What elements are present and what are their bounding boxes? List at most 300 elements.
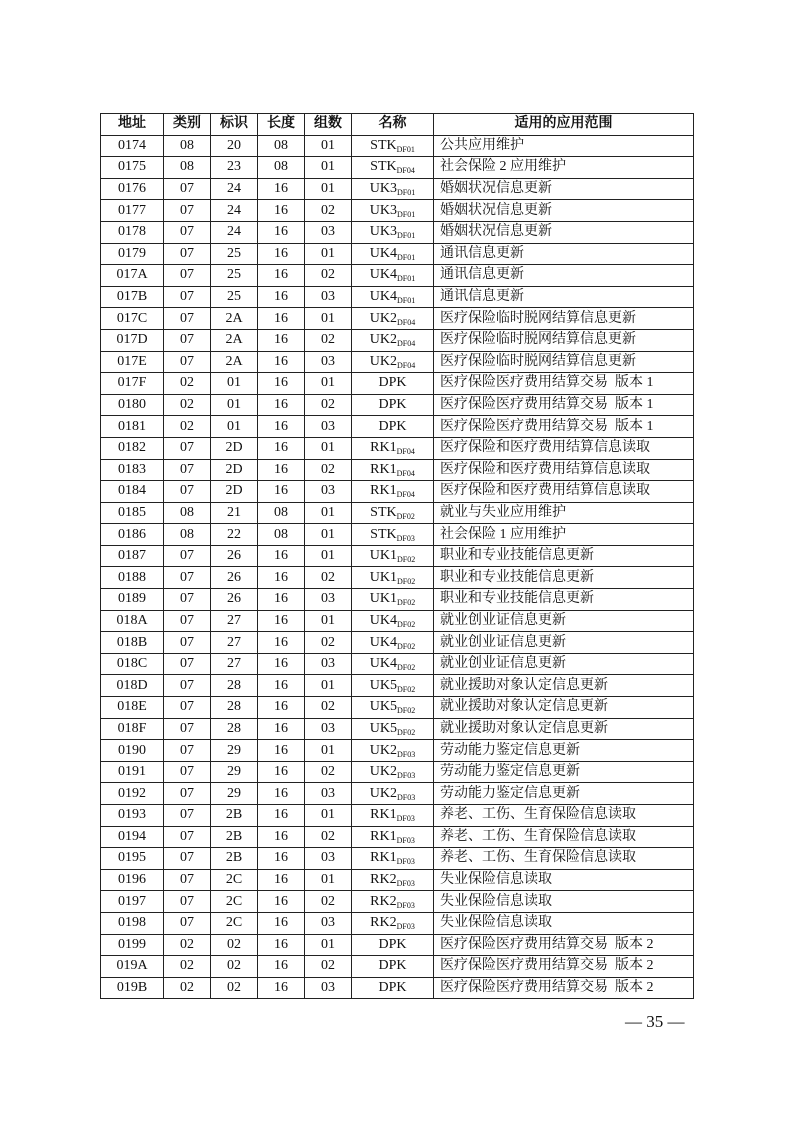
cell-type: 08	[164, 135, 211, 157]
table-row	[101, 740, 694, 762]
cell-scope: 通讯信息更新	[434, 243, 694, 265]
cell-type: 07	[164, 437, 211, 459]
cell-length: 16	[258, 675, 305, 697]
cell-address: 019A	[101, 956, 164, 978]
key-name-subscript: DF03	[396, 814, 415, 824]
cell-name	[352, 912, 434, 934]
key-name: UK1	[369, 548, 397, 564]
key-name-subscript: DF04	[397, 339, 416, 349]
cell-group-count: 03	[305, 718, 352, 740]
cell-scope: 养老、工伤、生育保险信息读取	[434, 848, 694, 870]
cell-group-count: 02	[305, 459, 352, 481]
key-name: UK2	[369, 353, 397, 369]
cell-name	[352, 545, 434, 567]
cell-address: 018E	[101, 697, 164, 719]
cell-address: 018C	[101, 653, 164, 675]
cell-address: 0177	[101, 200, 164, 222]
cell-length: 16	[258, 308, 305, 330]
cell-type: 07	[164, 869, 211, 891]
cell-group-count: 03	[305, 912, 352, 934]
cell-scope: 医疗保险医疗费用结算交易 版本 1	[434, 416, 694, 438]
table-row	[101, 351, 694, 373]
table-row	[101, 977, 694, 999]
cell-name	[352, 221, 434, 243]
key-name-subscript: DF02	[397, 598, 416, 608]
cell-length: 16	[258, 869, 305, 891]
cell-identifier: 01	[211, 394, 258, 416]
cell-group-count: 02	[305, 826, 352, 848]
cell-type: 07	[164, 481, 211, 503]
cell-name	[352, 178, 434, 200]
cell-identifier: 29	[211, 783, 258, 805]
cell-name	[352, 761, 434, 783]
cell-name	[352, 891, 434, 913]
cell-group-count: 03	[305, 221, 352, 243]
table-row	[101, 437, 694, 459]
cell-type: 02	[164, 394, 211, 416]
table-row	[101, 524, 694, 546]
cell-length: 16	[258, 697, 305, 719]
cell-length: 16	[258, 265, 305, 287]
cell-length: 16	[258, 848, 305, 870]
cell-address: 0181	[101, 416, 164, 438]
key-name-subscript: DF03	[397, 792, 416, 802]
cell-scope: 通讯信息更新	[434, 265, 694, 287]
cell-identifier: 28	[211, 697, 258, 719]
key-name: DPK	[378, 958, 407, 974]
key-name-subscript: DF01	[397, 296, 416, 306]
cell-identifier: 23	[211, 157, 258, 179]
table-row	[101, 459, 694, 481]
cell-identifier: 2C	[211, 912, 258, 934]
cell-group-count: 01	[305, 934, 352, 956]
key-address-table	[100, 113, 694, 999]
cell-group-count: 01	[305, 157, 352, 179]
cell-length: 16	[258, 718, 305, 740]
table-row	[101, 891, 694, 913]
key-name-subscript: DF01	[397, 231, 416, 241]
table-row	[101, 265, 694, 287]
key-name-subscript: DF04	[396, 447, 415, 457]
cell-address: 0178	[101, 221, 164, 243]
cell-length: 16	[258, 459, 305, 481]
cell-type: 07	[164, 286, 211, 308]
cell-group-count: 01	[305, 178, 352, 200]
cell-type: 07	[164, 589, 211, 611]
cell-type: 02	[164, 977, 211, 999]
cell-name	[352, 589, 434, 611]
table-row	[101, 545, 694, 567]
key-name: UK4	[369, 289, 397, 305]
key-name: DPK	[378, 936, 407, 952]
cell-name	[352, 632, 434, 654]
cell-scope: 就业创业证信息更新	[434, 632, 694, 654]
cell-group-count: 01	[305, 135, 352, 157]
cell-group-count: 02	[305, 891, 352, 913]
cell-length: 16	[258, 653, 305, 675]
key-name-subscript: DF04	[396, 166, 415, 176]
key-name: RK1	[370, 807, 397, 823]
cell-name	[352, 351, 434, 373]
cell-length: 16	[258, 243, 305, 265]
cell-identifier: 01	[211, 416, 258, 438]
cell-group-count: 02	[305, 956, 352, 978]
key-name-subscript: DF01	[397, 252, 416, 262]
table-row	[101, 956, 694, 978]
table-row	[101, 502, 694, 524]
table-row	[101, 373, 694, 395]
cell-identifier: 2A	[211, 329, 258, 351]
key-name: UK4	[369, 634, 397, 650]
cell-group-count: 01	[305, 502, 352, 524]
cell-identifier: 02	[211, 956, 258, 978]
cell-identifier: 01	[211, 373, 258, 395]
cell-group-count: 02	[305, 567, 352, 589]
key-name: RK1	[370, 828, 397, 844]
cell-type: 07	[164, 697, 211, 719]
table-row	[101, 912, 694, 934]
cell-address: 017C	[101, 308, 164, 330]
cell-address: 0187	[101, 545, 164, 567]
table-row	[101, 869, 694, 891]
cell-name	[352, 135, 434, 157]
key-name: RK2	[370, 893, 397, 909]
table-row	[101, 286, 694, 308]
cell-identifier: 20	[211, 135, 258, 157]
key-name-subscript: DF02	[397, 663, 416, 673]
table-row	[101, 653, 694, 675]
cell-identifier: 27	[211, 610, 258, 632]
cell-address: 017E	[101, 351, 164, 373]
cell-type: 07	[164, 200, 211, 222]
cell-address: 0185	[101, 502, 164, 524]
cell-length: 16	[258, 805, 305, 827]
key-name: UK4	[369, 267, 397, 283]
key-name: RK1	[370, 483, 397, 499]
cell-identifier: 2B	[211, 848, 258, 870]
key-name-subscript: DF01	[397, 188, 416, 198]
cell-length: 16	[258, 481, 305, 503]
cell-type: 02	[164, 956, 211, 978]
cell-scope: 养老、工伤、生育保险信息读取	[434, 805, 694, 827]
cell-identifier: 24	[211, 200, 258, 222]
header-name: 名称	[352, 114, 434, 136]
cell-group-count: 03	[305, 783, 352, 805]
cell-scope: 失业保险信息读取	[434, 912, 694, 934]
cell-length: 16	[258, 221, 305, 243]
cell-group-count: 01	[305, 805, 352, 827]
cell-length: 16	[258, 589, 305, 611]
cell-name	[352, 329, 434, 351]
cell-scope: 职业和专业技能信息更新	[434, 589, 694, 611]
table-row	[101, 481, 694, 503]
cell-group-count: 01	[305, 524, 352, 546]
cell-type: 07	[164, 826, 211, 848]
cell-address: 0179	[101, 243, 164, 265]
key-name-subscript: DF02	[397, 641, 416, 651]
key-name: UK5	[369, 699, 397, 715]
cell-address: 0198	[101, 912, 164, 934]
cell-name	[352, 740, 434, 762]
key-name-subscript: DF03	[396, 857, 415, 867]
cell-group-count: 01	[305, 437, 352, 459]
cell-address: 0176	[101, 178, 164, 200]
cell-length: 16	[258, 545, 305, 567]
key-name-subscript: DF04	[397, 360, 416, 370]
cell-identifier: 25	[211, 243, 258, 265]
key-name-subscript: DF03	[396, 900, 415, 910]
cell-type: 08	[164, 157, 211, 179]
cell-scope: 就业创业证信息更新	[434, 610, 694, 632]
key-name: RK1	[370, 440, 397, 456]
cell-identifier: 25	[211, 286, 258, 308]
cell-name	[352, 524, 434, 546]
cell-scope: 社会保险 2 应用维护	[434, 157, 694, 179]
key-name: UK4	[369, 612, 397, 628]
cell-type: 07	[164, 891, 211, 913]
cell-length: 16	[258, 567, 305, 589]
cell-identifier: 2A	[211, 351, 258, 373]
cell-identifier: 26	[211, 589, 258, 611]
table-row	[101, 567, 694, 589]
cell-address: 0196	[101, 869, 164, 891]
cell-group-count: 01	[305, 308, 352, 330]
cell-type: 07	[164, 265, 211, 287]
table-row	[101, 675, 694, 697]
cell-identifier: 2D	[211, 481, 258, 503]
cell-name	[352, 848, 434, 870]
table-row	[101, 157, 694, 179]
key-name: UK3	[369, 224, 397, 240]
key-name-subscript: DF02	[397, 576, 416, 586]
key-name-subscript: DF03	[397, 749, 416, 759]
cell-length: 16	[258, 351, 305, 373]
cell-type: 07	[164, 567, 211, 589]
cell-scope: 职业和专业技能信息更新	[434, 545, 694, 567]
cell-identifier: 27	[211, 653, 258, 675]
key-name: UK2	[369, 332, 397, 348]
cell-type: 08	[164, 502, 211, 524]
cell-address: 0188	[101, 567, 164, 589]
table-row	[101, 416, 694, 438]
cell-scope: 医疗保险医疗费用结算交易 版本 2	[434, 956, 694, 978]
key-name: DPK	[378, 397, 407, 413]
cell-group-count: 03	[305, 977, 352, 999]
cell-length: 16	[258, 286, 305, 308]
cell-name	[352, 869, 434, 891]
cell-length: 16	[258, 826, 305, 848]
cell-name	[352, 157, 434, 179]
cell-scope: 医疗保险和医疗费用结算信息读取	[434, 437, 694, 459]
cell-address: 0195	[101, 848, 164, 870]
table-row	[101, 329, 694, 351]
cell-identifier: 22	[211, 524, 258, 546]
cell-group-count: 03	[305, 653, 352, 675]
cell-scope: 婚姻状况信息更新	[434, 200, 694, 222]
cell-identifier: 26	[211, 567, 258, 589]
cell-scope: 医疗保险临时脱网结算信息更新	[434, 351, 694, 373]
key-name-subscript: DF01	[397, 274, 416, 284]
cell-address: 018F	[101, 718, 164, 740]
cell-scope: 婚姻状况信息更新	[434, 221, 694, 243]
cell-identifier: 28	[211, 718, 258, 740]
cell-name	[352, 459, 434, 481]
cell-scope: 失业保险信息读取	[434, 869, 694, 891]
cell-type: 07	[164, 912, 211, 934]
cell-scope: 医疗保险和医疗费用结算信息读取	[434, 459, 694, 481]
cell-name	[352, 783, 434, 805]
cell-type: 07	[164, 848, 211, 870]
table-row	[101, 805, 694, 827]
key-name-subscript: DF03	[396, 835, 415, 845]
key-name-subscript: DF03	[396, 533, 415, 543]
key-name: DPK	[378, 418, 407, 434]
key-name: UK2	[369, 742, 397, 758]
key-name-subscript: DF02	[397, 706, 416, 716]
cell-length: 08	[258, 502, 305, 524]
cell-address: 0182	[101, 437, 164, 459]
cell-length: 16	[258, 934, 305, 956]
key-name-subscript: DF02	[396, 511, 415, 521]
cell-address: 017F	[101, 373, 164, 395]
cell-scope: 就业与失业应用维护	[434, 502, 694, 524]
cell-address: 017B	[101, 286, 164, 308]
cell-name	[352, 373, 434, 395]
header-identifier: 标识	[211, 114, 258, 136]
key-name-subscript: DF01	[396, 144, 415, 154]
cell-length: 16	[258, 891, 305, 913]
cell-group-count: 03	[305, 351, 352, 373]
cell-group-count: 02	[305, 200, 352, 222]
cell-name	[352, 308, 434, 330]
header-address: 地址	[101, 114, 164, 136]
table-row	[101, 761, 694, 783]
cell-identifier: 2B	[211, 826, 258, 848]
table-row	[101, 826, 694, 848]
cell-length: 08	[258, 524, 305, 546]
cell-group-count: 02	[305, 265, 352, 287]
cell-address: 0184	[101, 481, 164, 503]
cell-group-count: 03	[305, 416, 352, 438]
table-row	[101, 718, 694, 740]
cell-group-count: 01	[305, 740, 352, 762]
cell-length: 16	[258, 416, 305, 438]
cell-identifier: 27	[211, 632, 258, 654]
cell-scope: 职业和专业技能信息更新	[434, 567, 694, 589]
cell-length: 16	[258, 956, 305, 978]
cell-identifier: 28	[211, 675, 258, 697]
table-row	[101, 610, 694, 632]
table-row	[101, 221, 694, 243]
cell-scope: 医疗保险医疗费用结算交易 版本 2	[434, 977, 694, 999]
cell-group-count: 02	[305, 394, 352, 416]
cell-type: 07	[164, 351, 211, 373]
cell-type: 07	[164, 653, 211, 675]
cell-identifier: 2C	[211, 891, 258, 913]
cell-identifier: 29	[211, 761, 258, 783]
key-name-subscript: DF01	[397, 209, 416, 219]
cell-address: 017D	[101, 329, 164, 351]
key-name: UK4	[369, 245, 397, 261]
cell-address: 0191	[101, 761, 164, 783]
cell-group-count: 01	[305, 869, 352, 891]
cell-length: 08	[258, 135, 305, 157]
cell-type: 07	[164, 718, 211, 740]
cell-name	[352, 805, 434, 827]
cell-name	[352, 394, 434, 416]
cell-identifier: 24	[211, 178, 258, 200]
cell-group-count: 02	[305, 329, 352, 351]
key-name: UK3	[369, 181, 397, 197]
cell-identifier: 2B	[211, 805, 258, 827]
cell-name	[352, 502, 434, 524]
cell-identifier: 21	[211, 502, 258, 524]
cell-address: 0197	[101, 891, 164, 913]
key-name: RK1	[370, 461, 397, 477]
cell-scope: 劳动能力鉴定信息更新	[434, 783, 694, 805]
table-row	[101, 632, 694, 654]
cell-name	[352, 653, 434, 675]
key-name: DPK	[378, 980, 407, 996]
cell-length: 16	[258, 437, 305, 459]
cell-type: 07	[164, 329, 211, 351]
cell-length: 08	[258, 157, 305, 179]
cell-group-count: 02	[305, 632, 352, 654]
cell-scope: 医疗保险和医疗费用结算信息读取	[434, 481, 694, 503]
key-name: UK1	[369, 569, 397, 585]
key-name: RK2	[370, 872, 397, 888]
key-name: UK1	[369, 591, 397, 607]
cell-name	[352, 675, 434, 697]
cell-group-count: 03	[305, 589, 352, 611]
cell-address: 0174	[101, 135, 164, 157]
key-name: UK2	[369, 764, 397, 780]
cell-name	[352, 610, 434, 632]
key-name-subscript: DF04	[397, 317, 416, 327]
cell-scope: 医疗保险医疗费用结算交易 版本 1	[434, 373, 694, 395]
cell-type: 07	[164, 459, 211, 481]
cell-type: 07	[164, 761, 211, 783]
cell-scope: 就业援助对象认定信息更新	[434, 718, 694, 740]
cell-group-count: 02	[305, 761, 352, 783]
table-row	[101, 308, 694, 330]
header-type: 类别	[164, 114, 211, 136]
key-name-subscript: DF02	[397, 684, 416, 694]
key-name: STK	[370, 504, 397, 520]
cell-type: 07	[164, 783, 211, 805]
table-row	[101, 243, 694, 265]
cell-group-count: 03	[305, 481, 352, 503]
table-row	[101, 200, 694, 222]
cell-group-count: 01	[305, 675, 352, 697]
cell-identifier: 2A	[211, 308, 258, 330]
cell-scope: 失业保险信息读取	[434, 891, 694, 913]
cell-length: 16	[258, 632, 305, 654]
table-row	[101, 135, 694, 157]
cell-type: 07	[164, 545, 211, 567]
cell-scope: 就业创业证信息更新	[434, 653, 694, 675]
cell-group-count: 02	[305, 697, 352, 719]
cell-length: 16	[258, 740, 305, 762]
cell-scope: 劳动能力鉴定信息更新	[434, 761, 694, 783]
cell-length: 16	[258, 329, 305, 351]
cell-length: 16	[258, 394, 305, 416]
cell-length: 16	[258, 610, 305, 632]
key-name-subscript: DF04	[396, 468, 415, 478]
cell-identifier: 02	[211, 977, 258, 999]
cell-scope: 劳动能力鉴定信息更新	[434, 740, 694, 762]
cell-length: 16	[258, 761, 305, 783]
